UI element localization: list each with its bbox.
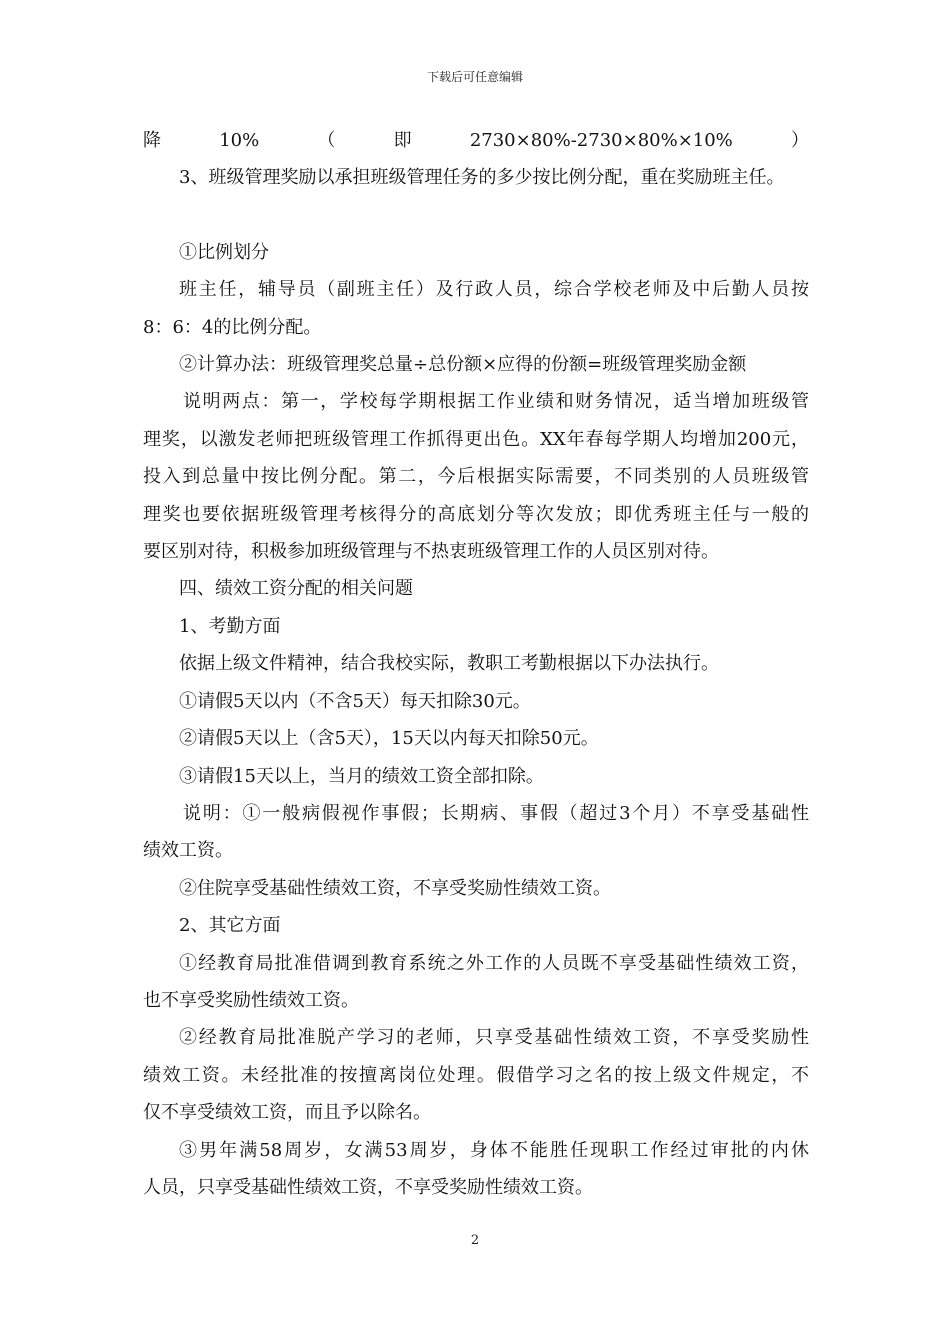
- section-heading: 四、绩效工资分配的相关问题: [179, 578, 413, 600]
- paragraph-line: 3、班级管理奖励以承担班级管理任务的多少按比例分配，重在奖励班主任。: [179, 167, 785, 189]
- paragraph-line: 说明两点：第一，学校每学期根据工作业绩和财务情况，适当增加班级管: [183, 391, 809, 413]
- list-item: ②经教育局批准脱产学习的老师，只享受基础性绩效工资，不享受奖励性: [179, 1027, 809, 1049]
- page-number: 2: [470, 1233, 480, 1248]
- paragraph-line: 理奖也要依据班级管理考核得分的高底划分等次发放；即优秀班主任与一般的: [143, 503, 809, 525]
- paragraph-line: ①比例划分: [179, 241, 269, 263]
- paragraph-line: 仅不享受绩效工资，而且予以除名。: [143, 1102, 431, 1124]
- paragraph-line: 也不享受奖励性绩效工资。: [143, 989, 359, 1011]
- paragraph-line: 绩效工资。未经批准的按擅离岗位处理。假借学习之名的按上级文件规定，不: [143, 1064, 809, 1086]
- paragraph-line: 降10%（即2730×80%-2730×80%×10%）: [143, 130, 809, 151]
- paragraph-line: ②住院享受基础性绩效工资，不享受奖励性绩效工资。: [179, 877, 611, 899]
- list-item: ③请假15天以上，当月的绩效工资全部扣除。: [179, 765, 544, 787]
- paragraph-line: 人员，只享受基础性绩效工资，不享受奖励性绩效工资。: [143, 1176, 593, 1198]
- paragraph-line: 要区别对待，积极参加班级管理与不热衷班级管理工作的人员区别对待。: [143, 541, 719, 563]
- subsection-heading: 2、其它方面: [179, 915, 281, 937]
- blank-line: [143, 197, 809, 234]
- paragraph-line: 8：6：4的比例分配。: [143, 316, 322, 338]
- paragraph-line: 理奖，以激发老师把班级管理工作抓得更出色。XX年春每学期人均增加200元，: [143, 428, 809, 450]
- paragraph-line: 绩效工资。: [143, 840, 233, 862]
- list-item: ①请假5天以内（不含5天）每天扣除30元。: [179, 690, 531, 712]
- document-body: [143, 122, 809, 1206]
- paragraph-line: ②计算办法：班级管理奖总量÷总份额×应得的份额=班级管理奖励金额: [179, 354, 747, 376]
- subsection-heading: 1、考勤方面: [179, 615, 281, 637]
- list-item: ②请假5天以上（含5天），15天以内每天扣除50元。: [179, 728, 599, 750]
- page-header: 下载后可任意编辑: [426, 70, 523, 84]
- list-item: ①经教育局批准借调到教育系统之外工作的人员既不享受基础性绩效工资，: [179, 952, 809, 974]
- paragraph-line: 班主任，辅导员（副班主任）及行政人员，综合学校老师及中后勤人员按: [179, 279, 809, 301]
- paragraph-line: 投入到总量中按比例分配。第二，今后根据实际需要，不同类别的人员班级管: [143, 466, 809, 488]
- paragraph-line: 说明：①一般病假视作事假；长期病、事假（超过3个月）不享受基础性: [183, 802, 809, 824]
- paragraph-line: 依据上级文件精神，结合我校实际，教职工考勤根据以下办法执行。: [179, 653, 719, 675]
- list-item: ③男年满58周岁，女满53周岁，身体不能胜任现职工作经过审批的内休: [179, 1139, 809, 1161]
